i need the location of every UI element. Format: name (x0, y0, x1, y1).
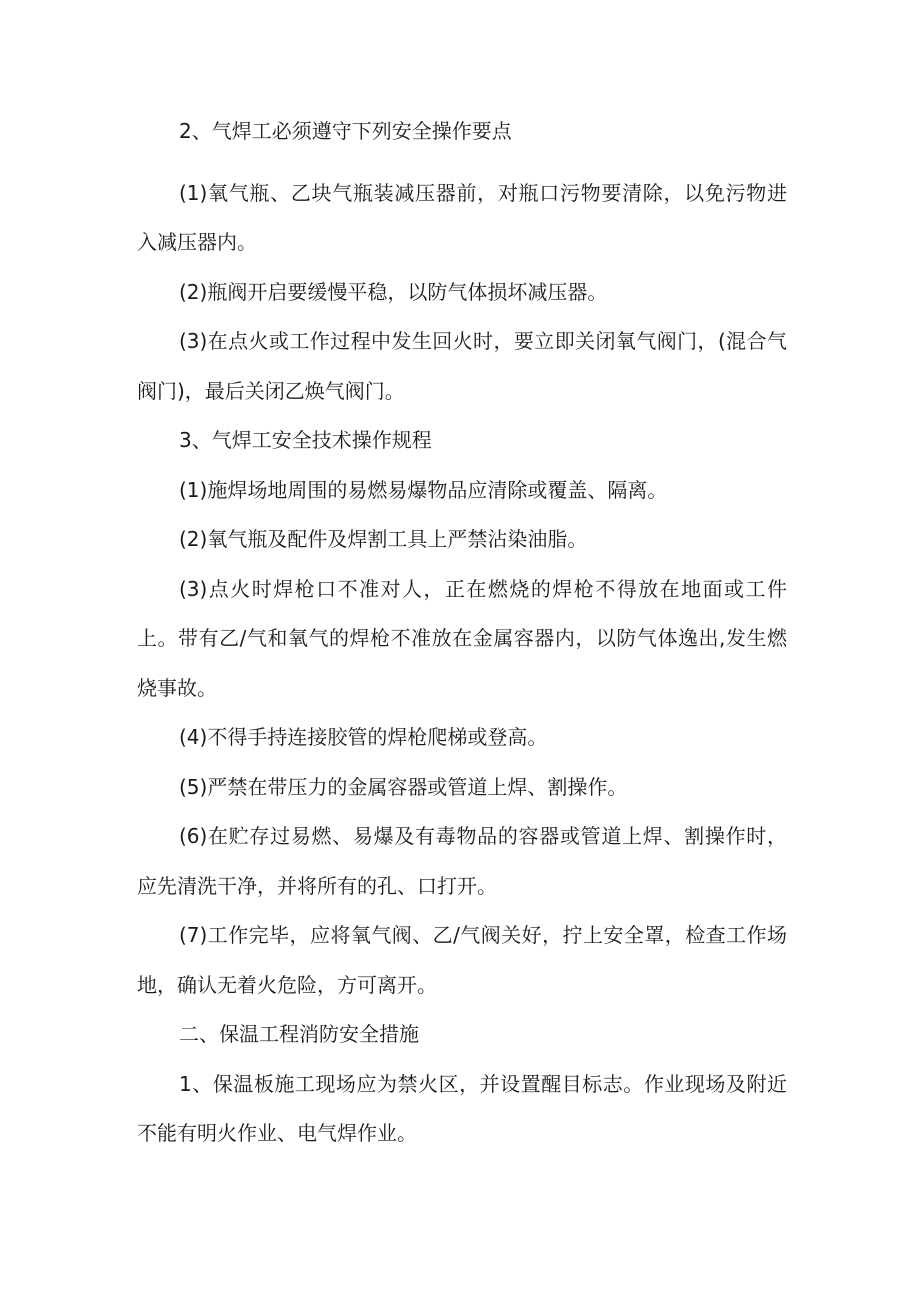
paragraph-item-10: (7)工作完毕，应将氧气阀、乙/气阀关好，拧上安全罩，检查工作场地，确认无着火危险，方可离开。 (137, 923, 787, 997)
section-heading-gas-welding-procedures: 3、气焊工安全技术操作规程 (179, 428, 432, 452)
section-heading-insulation-fire-safety: 二、保温工程消防安全措施 (179, 1022, 419, 1046)
paragraph-item-7: (4)不得手持连接胶管的焊枪爬梯或登高。 (179, 725, 548, 749)
document-body (137, 107, 787, 1159)
paragraph-item-9: (6)在贮存过易燃、易爆及有毒物品的容器或管道上焊、割操作时，应先清洗干净，并将所有的孔、口打开。 (137, 824, 787, 898)
paragraph-item-2: (2)瓶阀开启要缓慢平稳，以防气体损坏减压器。 (179, 279, 608, 304)
paragraph-item-8: (5)严禁在带压力的金属容器或管道上焊、割操作。 (179, 774, 628, 799)
section-heading-gas-welding-safety-points: 2、气焊工必须遵守下列安全操作要点 (179, 119, 512, 143)
paragraph-item-3: (3)在点火或工作过程中发生回火时，要立即关闭氧气阀门，(混合气阀门)，最后关闭乙焕气阀门。 (137, 329, 787, 403)
paragraph-item-4: (1)施焊场地周围的易燃易爆物品应清除或覆盖、隔离。 (179, 477, 668, 502)
paragraph-item-1: (1)氧气瓶、乙块气瓶装减压器前，对瓶口污物要清除，以免污物进入减压器内。 (137, 180, 787, 254)
paragraph-item-6: (3)点火时焊枪口不准对人，正在燃烧的焊枪不得放在地面或工件上。带有乙/气和氧气的焊枪不准放在金属容器内，以防气体逸出,发生燃烧事故。 (137, 576, 787, 700)
paragraph-item-5: (2)氧气瓶及配件及焊割工具上严禁沾染油脂。 (179, 527, 588, 551)
paragraph-item-11: 1、保温板施工现场应为禁火区，并设置醒目标志。作业现场及附近不能有明火作业、电气焊作业。 (137, 1071, 787, 1145)
